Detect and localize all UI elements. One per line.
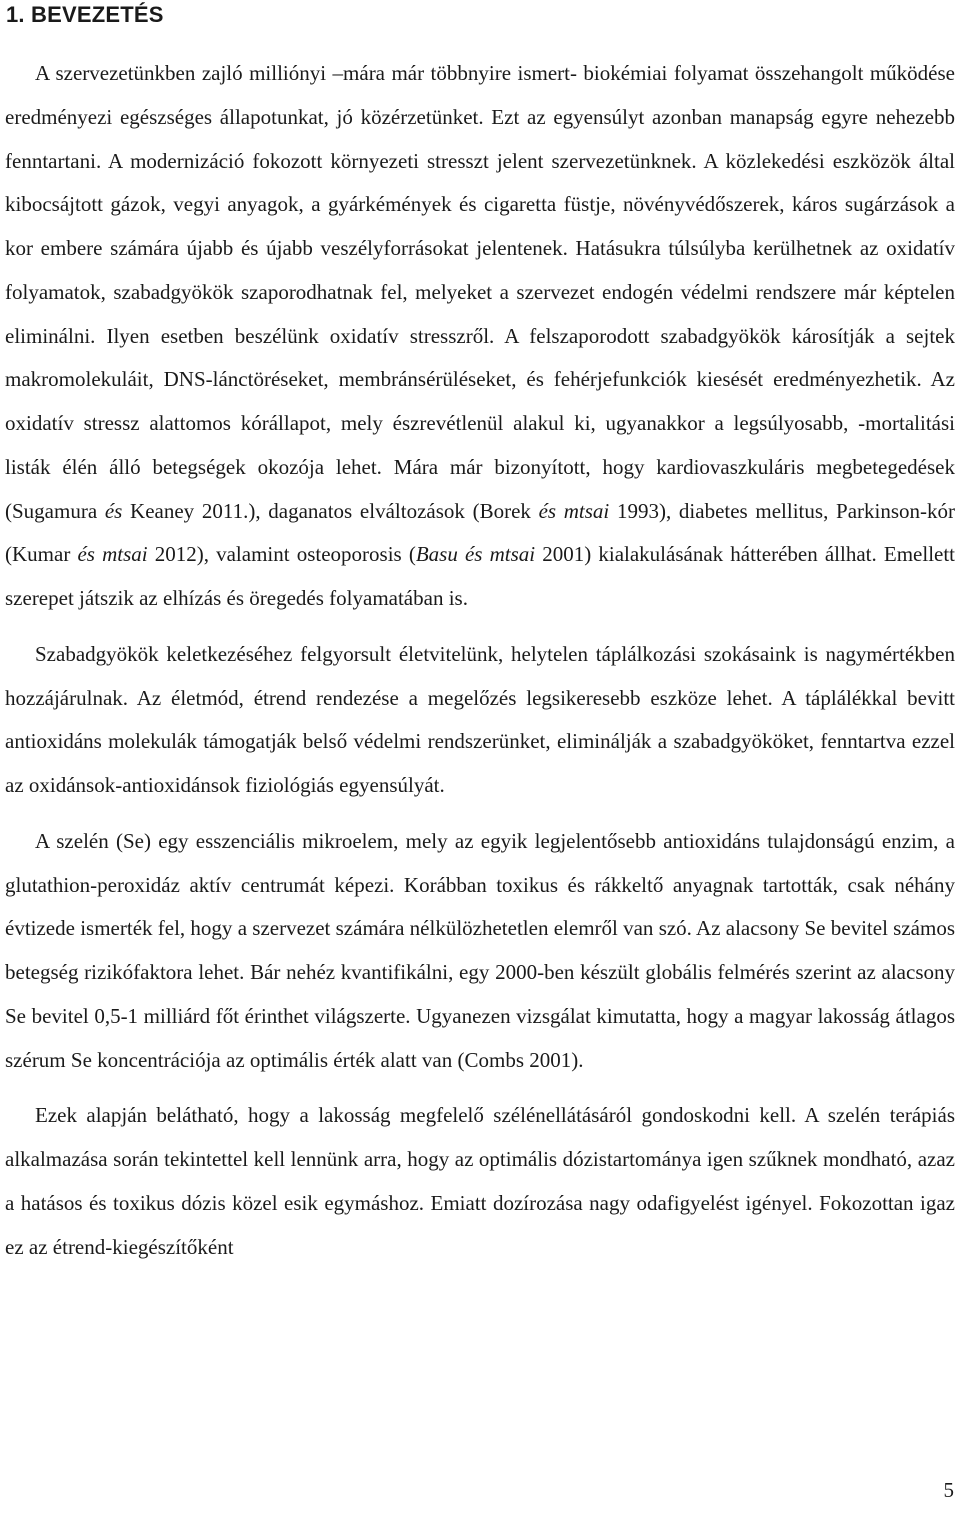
italic-run: és mtsai <box>538 498 610 523</box>
document-body <box>5 52 955 1269</box>
paragraph-1: A szervezetünkben zajló milliónyi –mára már többnyire ismert- biokémiai folyamat összehangolt működése eredményezi egészséges állapotunkat, jó közérzetünket. Ezt az egyensúlyt azonban manapság egyre nehezebb fenntartani. A modernizáció fokozott környezeti stresszt jelent szervezetünknek. A közlekedési eszközök által kibocsájtott gázok, vegyi anyagok, a gyárkémények és cigaretta füstje, növényvédőszerek, káros sugárzások a kor embere számára újabb és újabb veszélyforrásokat jelentenek. Hatásukra túlsúlyba kerülhetnek az oxidatív folyamatok, szabadgyökök szaporodhatnak fel, melyeket a szervezet endogén védelmi rendszere már képtelen eliminálni. Ilyen esetben beszélünk oxidatív stresszről. A felszaporodott szabadgyökök károsítják a sejtek makromolekuláit, DNS-lánctöréseket, membránsérüléseket, és fehérjefunkciók kiesését eredményezhetik. Az oxidatív stressz alattomos kórállapot, mely észrevétlenül alakul ki, ugyanakkor a legsúlyosabb, -mortalitási listák élén álló betegségek okozója lehet. Mára már bizonyított, hogy kardiovaszkuláris megbetegedések (Sugamura és Keaney 2011.), daganatos elváltozások (Borek és mtsai 1993), diabetes mellitus, Parkinson-kór (Kumar és mtsai 2012), valamint osteoporosis (Basu és mtsai 2001) kialakulásának hátterében állhat. Emellett szerepet játszik az elhízás és öregedés folyamatában is. <box>5 61 956 610</box>
page-number: 5 <box>943 1478 954 1502</box>
paragraph-3: A szelén (Se) egy esszenciális mikroelem, mely az egyik legjelentősebb antioxidáns tulajdonságú enzim, a glutathion-peroxidáz aktív centrumát képezi. Korábban toxikus és rákkeltő anyagnak tartották, csak néhány évtizede ismerték fel, hogy a szervezet számára nélkülözhetetlen elemről van szó. Az alacsony Se bevitel számos betegség rizikófaktora lehet. Bár nehéz kvantifikálni, egy 2000-ben készült globális felmérés szerint az alacsony Se bevitel 0,5-1 milliárd főt érinthet világszerte. Ugyanezen vizsgálat kimutatta, hogy a magyar lakosság átlagos szérum Se koncentrációja az optimális érték alatt van (Combs 2001). <box>5 828 955 1072</box>
paragraph-4: Ezek alapján belátható, hogy a lakosság megfelelő szélénellátásáról gondoskodni kell. A szelén terápiás alkalmazása során tekintettel kell lennünk arra, hogy az optimális dózistartománya igen szűknek mondható, azaz a hatásos és toxikus dózis közel esik egymáshoz. Emiatt dozírozása nagy odafigyelést igényel. Fokozottan igaz ez az étrend-kiegészítőként <box>5 1103 955 1259</box>
italic-run: Basu és mtsai <box>415 542 536 567</box>
section-heading: 1. BEVEZETÉS <box>6 2 164 27</box>
paragraph-2: Szabadgyökök keletkezéséhez felgyorsult életvitelünk, helytelen táplálkozási szokásaink is nagymértékben hozzájárulnak. Az életmód, étrend rendezése a megelőzés legsikeresebb eszköze lehet. A táplálékkal bevitt antioxidáns molekulák támogatják belső védelmi rendszerünket, eliminálják a szabadgyököket, fenntartva ezzel az oxidánsok-antioxidánsok fiziológiás egyensúlyát. <box>5 641 955 797</box>
italic-run: és <box>104 498 123 523</box>
italic-run: és mtsai <box>77 542 148 567</box>
